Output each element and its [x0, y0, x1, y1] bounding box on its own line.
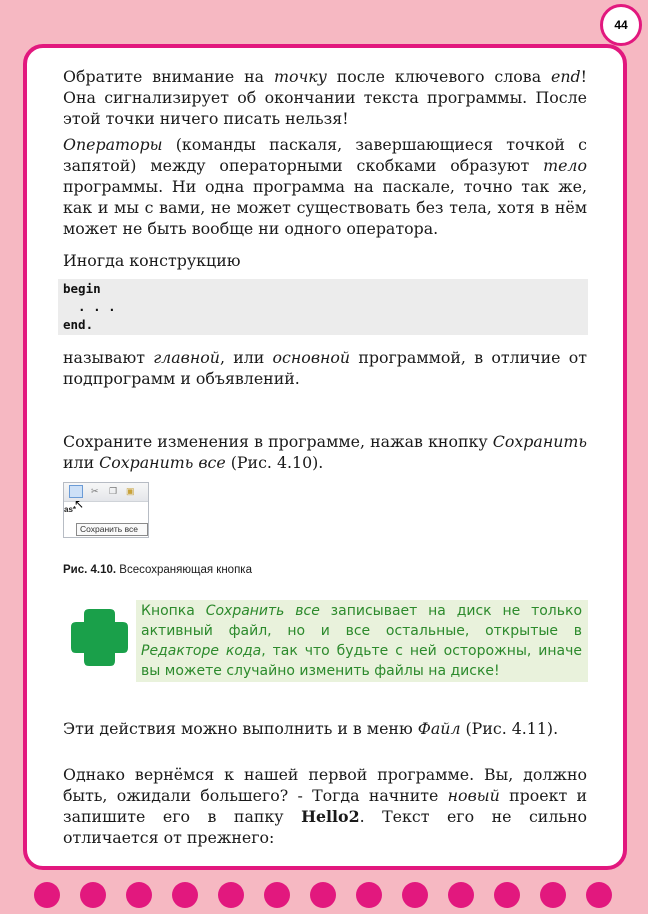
dot — [540, 882, 566, 908]
dot — [34, 882, 60, 908]
cursor-icon: ↖ — [74, 497, 85, 511]
copy-icon: ❐ — [109, 486, 118, 496]
dot — [356, 882, 382, 908]
dot — [586, 882, 612, 908]
dot — [126, 882, 152, 908]
dot — [310, 882, 336, 908]
paragraph-operators: Операторы (команды паскаля, завершающиеся точкой с запятой) между операторными скобками образуют тело программы. Ни одна программа на паскале, точно так же, как и мы с вами, не может существовать без тела, хотя в нём может не быть вообще ни одного оператора. — [63, 135, 587, 238]
cut-icon: ✂ — [91, 486, 99, 496]
tip-box: Кнопка Сохранить все записывает на диск не только активный файл, но и все остальные, открытые в Редакторе кода, так что будьте с ней осторожны, иначе вы можете случайно изменить файлы на диске! — [136, 600, 588, 682]
paragraph-save: Сохраните изменения в программе, нажав кнопку Сохранить или Сохранить все (Рис. 4.10). — [63, 432, 587, 472]
paragraph-end-dot: Обратите внимание на точку после ключевого слова end! Она сигнализирует об окончании текста программы. После этой точки ничего писать нельзя! — [63, 67, 587, 128]
dot — [218, 882, 244, 908]
code-block — [58, 279, 588, 335]
figure-caption: Рис. 4.10. Всесохраняющая кнопка — [63, 564, 252, 576]
paste-icon: ▣ — [126, 486, 135, 496]
dot — [264, 882, 290, 908]
dot — [80, 882, 106, 908]
paragraph-menu: Эти действия можно выполнить и в меню Файл (Рис. 4.11). — [63, 719, 559, 738]
decorative-dots — [0, 882, 648, 908]
dot — [448, 882, 474, 908]
code-line: end. — [63, 317, 94, 332]
dot — [494, 882, 520, 908]
page-number-badge — [600, 4, 642, 46]
paragraph-construction: Иногда конструкцию — [63, 251, 241, 270]
file-tab-text: as* — [64, 505, 77, 514]
dot — [402, 882, 428, 908]
plus-icon — [67, 605, 132, 670]
code-line: . . . — [63, 299, 116, 314]
save-all-screenshot — [63, 482, 149, 538]
page-number: 44 — [614, 18, 628, 32]
paragraph-hello2: Однако вернёмся к нашей первой программе. Вы, должно быть, ожидали большего? - Тогда начните новый проект и запишите его в папку Hello2. Текст его не сильно отличается от прежнего: — [63, 765, 588, 847]
dot — [172, 882, 198, 908]
paragraph-main-program: называют главной, или основной программой, в отличие от подпрограмм и объявлений. — [63, 348, 587, 388]
code-line: begin — [63, 281, 101, 296]
tooltip: Сохранить все — [76, 523, 148, 536]
